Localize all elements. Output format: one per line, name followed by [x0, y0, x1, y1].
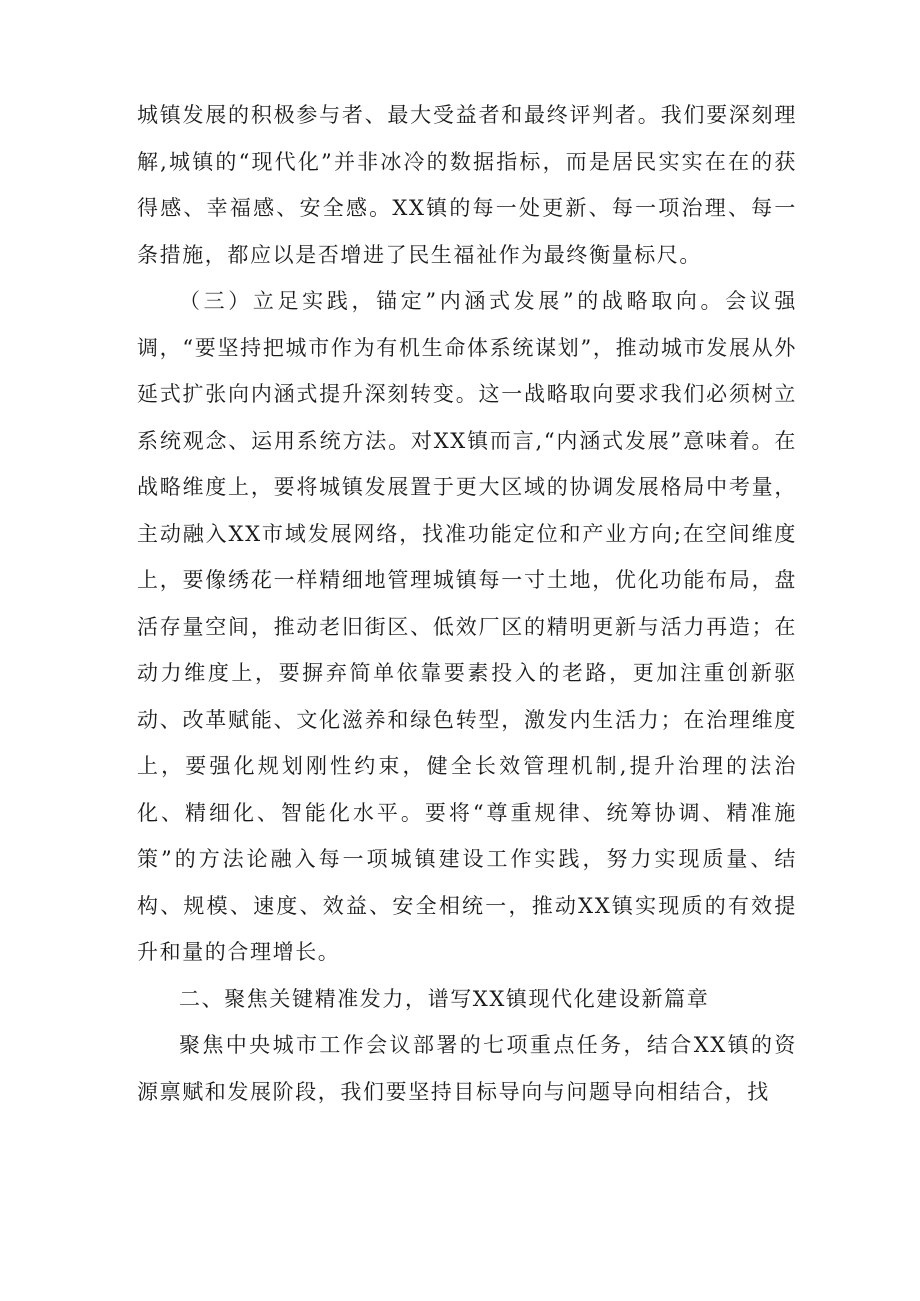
paragraph-section-three: （三）立足实践，锚定”内涵式发展”的战略取向。会议强调，“要坚持把城市作为有机生命体系统谋划”，推动城市发展从外延式扩张向内涵式提升深刻转变。这一战略取向要求我们必须树立系统观念、运用系统方法。对XX镇而言,“内涵式发展”意味着。在战略维度上，要将城镇发展置于更大区域的协调发展格局中考量，主动融入XX市域发展网络，找准功能定位和产业方向;在空间维度上，要像绣花一样精细地管理城镇每一寸土地，优化功能布局，盘活存量空间，推动老旧街区、低效厂区的精明更新与活力再造；在动力维度上，要摒弃简单依靠要素投入的老路，更加注重创新驱动、改革赋能、文化滋养和绿色转型，激发内生活力；在治理维度上，要强化规划刚性约束，健全长效管理机制,提升治理的法治化、精细化、智能化水平。要将“尊重规律、统筹协调、精准施策”的方法论融入每一项城镇建设工作实践，努力实现质量、结构、规模、速度、效益、安全相统一，推动XX镇实现质的有效提升和量的合理增长。: [137, 289, 797, 964]
section-heading-two: 二、聚焦关键精准发力，谱写XX镇现代化建设新篇章: [179, 986, 710, 1011]
paragraph-continuation: 城镇发展的积极参与者、最大受益者和最终评判者。我们要深刻理解,城镇的“现代化”并非冰冷的数据指标，而是居民实实在在的获得感、幸福感、安全感。XX镇的每一处更新、每一项治理、每一条措施，都应以是否增进了民生福祉作为最终衡量标尺。: [137, 103, 797, 267]
paragraph-key-tasks: 聚焦中央城市工作会议部署的七项重点任务，结合XX镇的资源禀赋和发展阶段，我们要坚持目标导向与问题导向相结合，找: [137, 1033, 797, 1104]
document-body: [137, 92, 797, 1115]
